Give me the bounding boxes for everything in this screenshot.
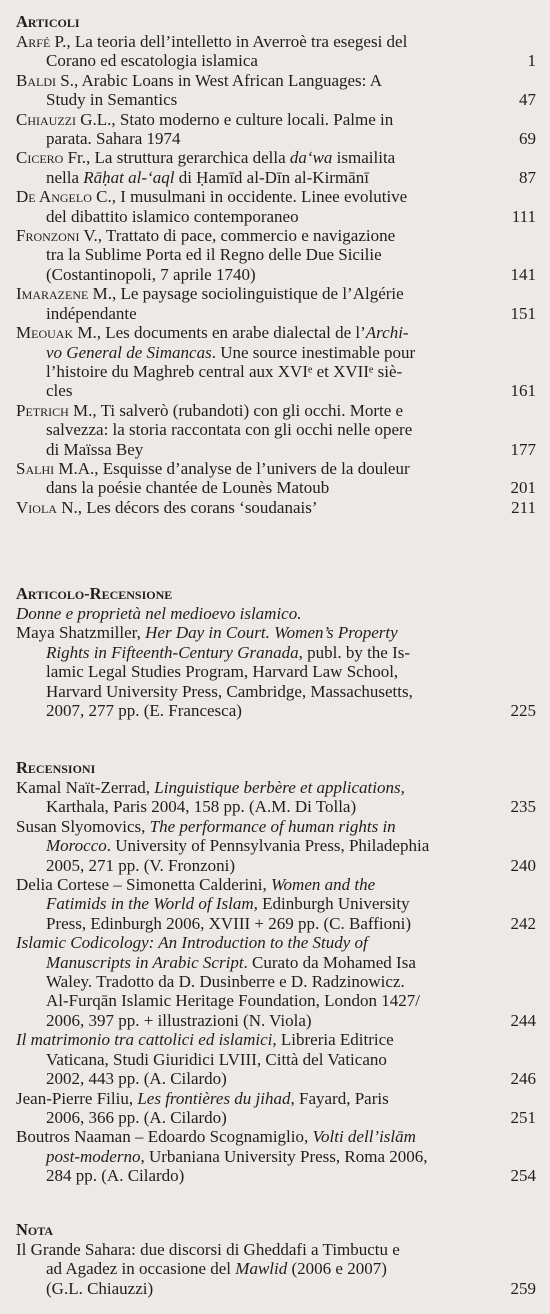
page-number: 161: [510, 381, 536, 401]
entry-line: [16, 1069, 494, 1088]
page-number: 151: [510, 303, 536, 323]
entry-text: indépendante: [46, 303, 137, 323]
entry-line: [16, 662, 494, 681]
entry-line: [16, 459, 494, 478]
entry-text: Waley. Tradotto da D. Dusinberre e D. Radzinowicz.: [46, 972, 405, 992]
entry-text: (G.L. Chiauzzi): [46, 1278, 154, 1298]
entry-line: [16, 856, 494, 875]
entry-line: [16, 207, 494, 226]
entry-author: Fronzoni: [16, 226, 80, 246]
entry-text: Kamal Naït-Zerrad,: [16, 778, 155, 797]
entry-text: Delia Cortese – Simonetta Calderini,: [16, 875, 271, 895]
toc-entry: [16, 32, 536, 71]
entry-title-italic: Rāḥat al-‘aql: [83, 167, 175, 187]
entry-text: (2006 e 2007): [287, 1259, 387, 1279]
entry-title-italic: vo General de Simancas: [46, 342, 212, 362]
entry-text: di Ḥamīd al-Dīn al-Kirmānī: [174, 167, 369, 187]
entry-line: [16, 1147, 494, 1166]
toc-entry: [16, 623, 536, 720]
toc-entry: [16, 284, 536, 323]
page-number: 242: [510, 913, 536, 933]
entry-title-italic: Islamic Codicology: An Introduction to the Study of: [16, 933, 368, 953]
entry-list: [16, 623, 536, 720]
entry-text: , Libreria Editrice: [272, 1030, 394, 1050]
entry-text: ismailita: [332, 148, 396, 168]
entry-title-italic: Fatimids in the World of Islam: [46, 894, 254, 914]
entry-text: Susan Slyomovics,: [16, 816, 150, 836]
entry-text: del dibattito islamico contemporaneo: [46, 206, 299, 226]
entry-line: [16, 623, 494, 642]
entry-text: M., Le paysage sociolinguistique de l’Algérie: [88, 284, 404, 304]
page-number: 251: [510, 1107, 536, 1127]
entry-line: [16, 875, 494, 894]
entry-text: P., La teoria dell’intelletto in Averroè tra esegesi del: [50, 32, 408, 51]
entry-text: M.A., Esquisse d’analyse de l’univers de la douleur: [54, 458, 410, 478]
entry-line: [16, 953, 494, 972]
entry-line: [16, 168, 494, 187]
entry-text: G.L., Stato moderno e culture locali. Palme in: [76, 109, 394, 129]
section-heading: Nota: [16, 1220, 54, 1239]
entry-line: [16, 440, 494, 459]
page-number: 211: [511, 497, 536, 517]
entry-text: salvezza: la storia raccontata con gli occhi nelle opere: [46, 420, 413, 440]
entry-line: [16, 778, 494, 797]
entry-line: [16, 1240, 494, 1259]
entry-line: [16, 401, 494, 420]
entry-line: [16, 817, 494, 836]
entry-line: [16, 129, 494, 148]
entry-title-italic: Women and the: [270, 875, 376, 895]
toc-entry: [16, 875, 536, 933]
toc-entry: [16, 778, 536, 817]
toc-entry: [16, 71, 536, 110]
entry-line: [16, 381, 494, 400]
entry-text: tra la Sublime Porta ed il Regno delle Due Sicilie: [46, 245, 382, 265]
entry-line: [16, 682, 494, 701]
toc-entry: [16, 1089, 536, 1128]
entry-text: , Edinburgh University: [253, 894, 410, 914]
section-recensioni: [16, 758, 536, 1186]
entry-line: [16, 1279, 494, 1298]
entry-line: [16, 90, 494, 109]
entry-line: [16, 1259, 494, 1278]
entry-title-italic: da‘wa: [289, 148, 333, 168]
entry-author: Arfé: [16, 32, 51, 51]
section-nota: [16, 1220, 536, 1298]
toc-entry: [16, 817, 536, 875]
entry-text: C., I musulmani in occidente. Linee evolutive: [91, 187, 408, 207]
entry-text: , Fayard, Paris: [290, 1088, 389, 1108]
entry-line: [16, 797, 494, 816]
entry-line: [16, 226, 494, 245]
entry-line: [16, 148, 494, 167]
entry-line: [16, 245, 494, 264]
toc-entry: [16, 323, 536, 401]
entry-line: [16, 1108, 494, 1127]
entry-text: cles: [46, 381, 73, 401]
entry-line: [16, 643, 494, 662]
entry-line: [16, 972, 494, 991]
entry-text: V., Trattato di pace, commercio e navigazione: [79, 226, 396, 246]
section-articolo-recensione: [16, 584, 536, 720]
toc-entry: [16, 110, 536, 149]
entry-title-italic: Manuscripts in Arabic Script: [46, 952, 244, 972]
entry-line: [16, 51, 494, 70]
entry-text: S., Arabic Loans in West African Languages: A: [56, 70, 382, 90]
entry-line: [16, 1011, 494, 1030]
entry-title-italic: Archi-: [365, 323, 409, 343]
entry-text: . University of Pennsylvania Press, Philadephia: [106, 836, 430, 856]
entry-line: [16, 894, 494, 913]
toc-entry: [16, 187, 536, 226]
page-number: 87: [519, 167, 536, 187]
entry-text: Al-Furqān Islamic Heritage Foundation, London 1427/: [46, 991, 420, 1011]
page-number: 235: [510, 797, 536, 817]
entry-text: Karthala, Paris 2004, 158 pp. (A.M. Di Tolla): [46, 797, 357, 817]
entry-text: M., Les documents en arabe dialectal de l’: [73, 323, 366, 343]
page-number: 240: [510, 855, 536, 875]
entry-line: [16, 836, 494, 855]
entry-text: 2007, 277 pp. (E. Francesca): [46, 701, 242, 721]
entry-line: [16, 914, 494, 933]
page-number: 244: [510, 1010, 536, 1030]
entry-text: Jean-Pierre Filiu,: [16, 1088, 138, 1108]
entry-text: Corano ed escatologia islamica: [46, 51, 258, 71]
entry-author: Imarazene: [16, 284, 89, 304]
entry-line: [16, 110, 494, 129]
page-number: 111: [511, 206, 536, 226]
section-articoli: [16, 12, 536, 517]
toc-entry: [16, 933, 536, 1030]
entry-title-italic: Mawlid: [235, 1259, 288, 1279]
page-number: 177: [510, 439, 536, 459]
entry-text: 2006, 366 pp. (A. Cilardo): [46, 1107, 227, 1127]
entry-text: . Curato da Mohamed Isa: [243, 952, 416, 972]
entry-author: Cicero: [16, 148, 64, 168]
entry-text: M., Ti salverò (rubandoti) con gli occhi. Morte e: [68, 400, 404, 420]
entry-author: Salhi: [16, 458, 55, 478]
entry-title-italic: Morocco: [46, 836, 107, 856]
entry-line: [16, 265, 494, 284]
entry-title-italic: Il matrimonio tra cattolici ed islamici: [16, 1030, 273, 1050]
page-number: 69: [519, 129, 536, 149]
entry-line: [16, 991, 494, 1010]
entry-line: [16, 1030, 494, 1049]
entry-title-italic: Her Day in Court. Women’s Property: [145, 623, 398, 643]
page-number: 1: [527, 51, 536, 71]
entry-line: [16, 1166, 494, 1185]
entry-author: Chiauzzi: [16, 109, 76, 129]
entry-line: [16, 343, 494, 362]
page-number: 254: [510, 1166, 536, 1186]
entry-text: , publ. by the Is-: [298, 642, 411, 662]
page-number: 225: [510, 701, 536, 721]
entry-author: Baldi: [16, 70, 56, 90]
toc-entry: [16, 1240, 536, 1298]
entry-line: [16, 71, 494, 90]
entry-text: di Maïssa Bey: [46, 439, 144, 459]
entry-line: [16, 187, 494, 206]
entry-list: [16, 778, 536, 1186]
page-number: 201: [510, 478, 536, 498]
entry-title-italic: Linguistique berbère et applications,: [154, 778, 405, 797]
entry-text: Fr., La struttura gerarchica della: [63, 148, 290, 168]
section-heading: Articolo-Recensione: [16, 584, 173, 603]
entry-text: dans la poésie chantée de Lounès Matoub: [46, 478, 330, 498]
entry-line: [16, 323, 494, 342]
entry-title-italic: Rights in Fifteenth-Century Granada: [46, 642, 299, 662]
entry-list: [16, 1240, 536, 1298]
toc-entry: [16, 459, 536, 498]
section-heading: Recensioni: [16, 758, 96, 777]
entry-text: Il Grande Sahara: due discorsi di Gheddafi a Timbuctu e: [16, 1240, 400, 1259]
page-number: 246: [510, 1069, 536, 1089]
entry-text: Harvard University Press, Cambridge, Massachusetts,: [46, 681, 413, 701]
entry-author: Meouak: [16, 323, 74, 343]
entry-line: [16, 284, 494, 303]
toc-entry: [16, 401, 536, 459]
entry-line: [16, 304, 494, 323]
entry-list: [16, 32, 536, 517]
page-number: 47: [519, 90, 536, 110]
entry-line: [16, 701, 494, 720]
page-number: 141: [510, 264, 536, 284]
entry-text: Maya Shatzmiller,: [16, 623, 146, 643]
entry-line: [16, 362, 494, 381]
toc-entry: [16, 1127, 536, 1185]
entry-text: . Une source inestimable pour: [211, 342, 416, 362]
entry-text: N., Les décors des corans ‘soudanais’: [56, 497, 318, 517]
entry-title-italic: The performance of human rights in: [149, 816, 396, 836]
entry-text: 2006, 397 pp. + illustrazioni (N. Viola): [46, 1010, 312, 1030]
entry-title-italic: Les frontières du jihad: [137, 1088, 291, 1108]
entry-text: 2002, 443 pp. (A. Cilardo): [46, 1069, 227, 1089]
entry-text: nella: [46, 167, 84, 187]
section-subtitle: Donne e proprietà nel medioevo islamico.: [16, 604, 302, 623]
entry-author: Viola: [16, 497, 57, 517]
toc-entry: [16, 226, 536, 284]
section-heading: Articoli: [16, 12, 80, 31]
entry-line: [16, 32, 494, 51]
entry-text: (Costantinopoli, 7 aprile 1740): [46, 264, 256, 284]
entry-line: [16, 420, 494, 439]
entry-text: l’histoire du Maghreb central aux XVIᵉ et XVIIᵉ siè-: [46, 361, 403, 381]
page-number: 259: [510, 1278, 536, 1298]
entry-line: [16, 933, 494, 952]
entry-text: Boutros Naaman – Edoardo Scognamiglio,: [16, 1127, 313, 1147]
entry-text: ad Agadez in occasione del: [46, 1259, 236, 1279]
entry-text: lamic Legal Studies Program, Harvard Law School,: [46, 662, 399, 682]
entry-line: [16, 1050, 494, 1069]
toc-entry: [16, 1030, 536, 1088]
entry-text: 284 pp. (A. Cilardo): [46, 1166, 185, 1186]
entry-text: Vaticana, Studi Giuridici LVIII, Città del Vaticano: [46, 1049, 387, 1069]
entry-line: [16, 1127, 494, 1146]
entry-title-italic: Volti dell’islām: [312, 1127, 416, 1147]
entry-line: [16, 478, 494, 497]
entry-title-italic: post-moderno: [46, 1146, 141, 1166]
toc-entry: [16, 148, 536, 187]
entry-text: parata. Sahara 1974: [46, 129, 181, 149]
entry-author: Petrich: [16, 400, 69, 420]
entry-text: 2005, 271 pp. (V. Fronzoni): [46, 855, 236, 875]
entry-text: , Urbaniana University Press, Roma 2006,: [140, 1146, 428, 1166]
entry-text: Press, Edinburgh 2006, XVIII + 269 pp. (C. Baffioni): [46, 913, 411, 933]
toc-entry: [16, 498, 536, 517]
entry-line: [16, 498, 494, 517]
entry-line: [16, 1089, 494, 1108]
entry-author: De Angelo: [16, 187, 92, 207]
entry-text: Study in Semantics: [46, 90, 178, 110]
